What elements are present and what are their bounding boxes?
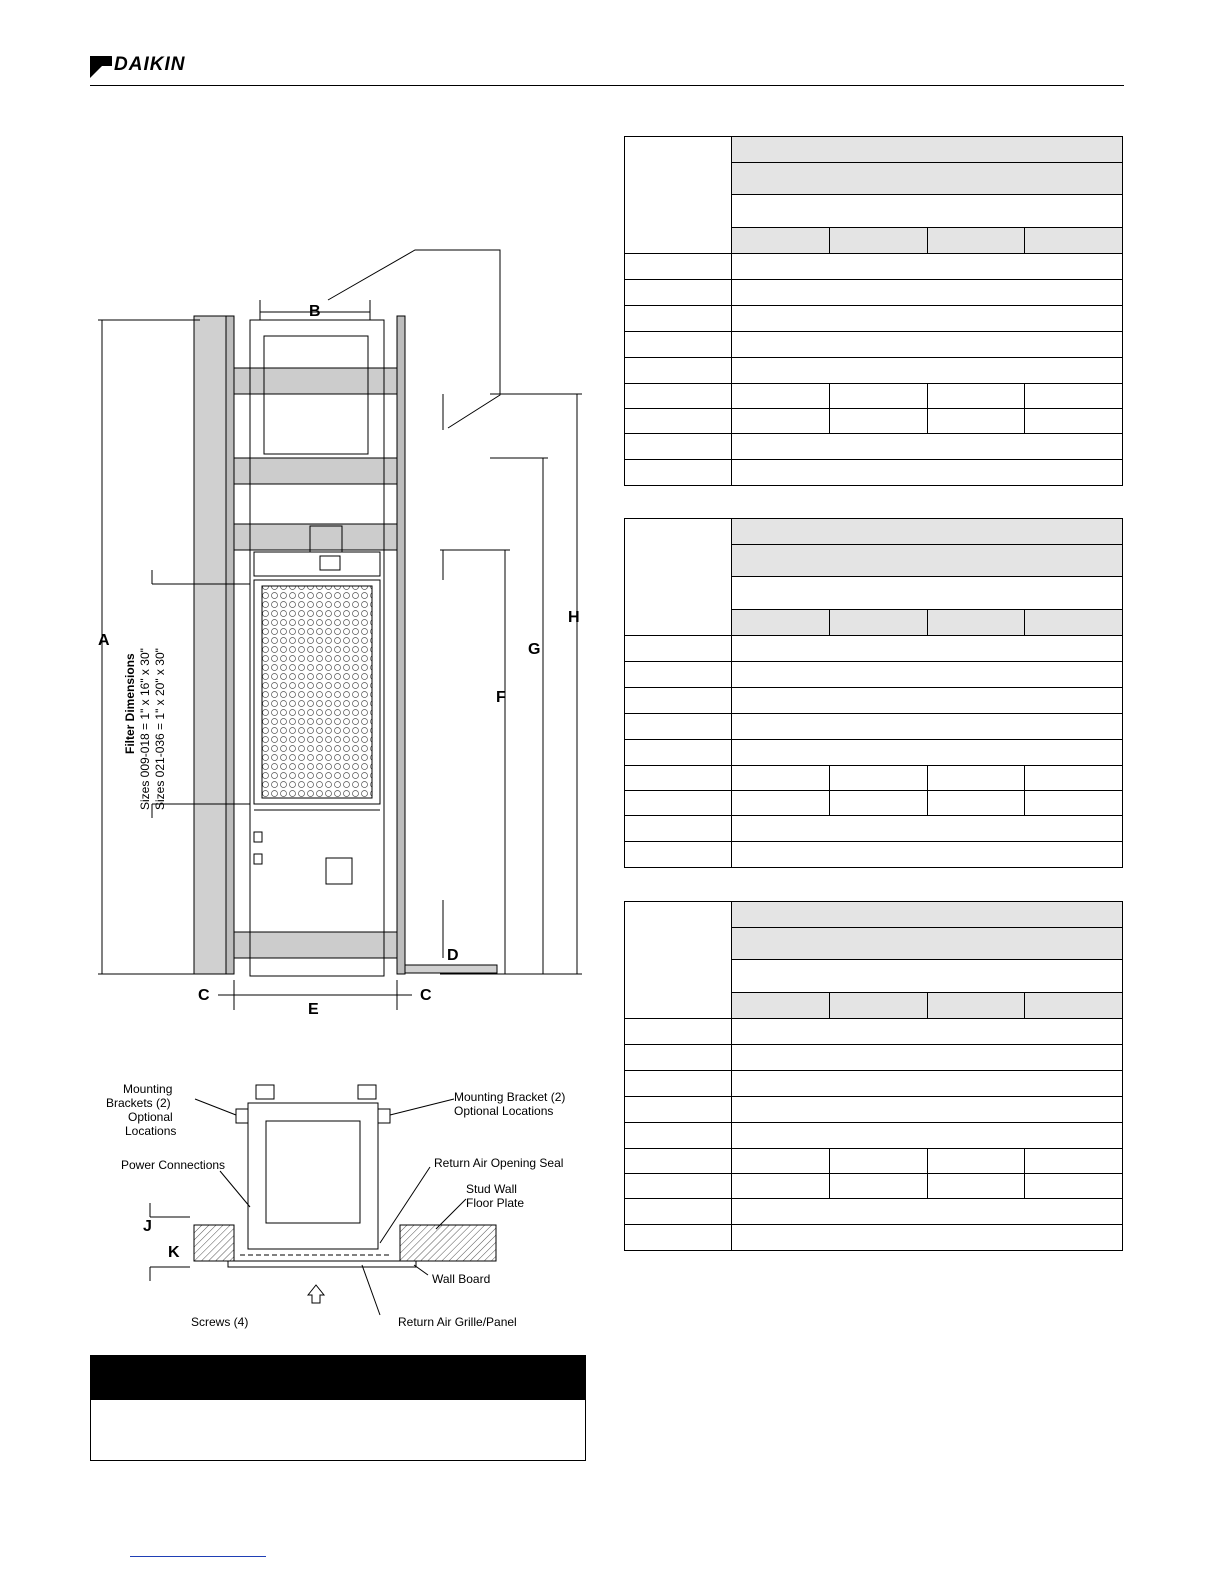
dim-label-c-right: C (420, 987, 432, 1004)
filter-dimensions-line-2: Sizes 021-036 = 1" x 20" x 30" (153, 648, 167, 810)
table-cell (1025, 766, 1123, 791)
table-cell (829, 384, 927, 409)
table-row-label (625, 1225, 732, 1251)
table-row-label (625, 766, 732, 791)
left-wall-board (226, 316, 234, 974)
table-cell (732, 384, 830, 409)
table-cell (732, 280, 1123, 306)
notice-box (90, 1355, 586, 1461)
table-header-row (732, 960, 1123, 993)
table-header-cell (829, 610, 927, 636)
power-connections-label: Power Connections (121, 1158, 226, 1172)
table-row-label (625, 1123, 732, 1149)
table-row-label (625, 358, 732, 384)
table-cell (732, 332, 1123, 358)
header-rule (90, 85, 1124, 86)
logo-text: DAIKIN (114, 54, 186, 75)
filter-dimensions-line-1: Sizes 009-018 = 1" x 16" x 30" (138, 648, 152, 810)
table-row-label (625, 1199, 732, 1225)
table-cell (732, 254, 1123, 280)
table-cell (732, 662, 1123, 688)
table-header-cell (732, 610, 830, 636)
table-row-label (625, 332, 732, 358)
table-header-row (732, 163, 1123, 195)
table-row-label (625, 1019, 732, 1045)
mounting-brackets-left-line-2: Brackets (2) (106, 1096, 171, 1110)
filter-dimensions-title: Filter Dimensions (123, 653, 137, 754)
table-row-label (625, 1149, 732, 1174)
table-header-row (732, 577, 1123, 610)
dim-label-a: A (98, 632, 110, 649)
table-row-label (625, 384, 732, 409)
unit-plan-drawing (90, 1075, 610, 1345)
right-wall-board (397, 316, 405, 974)
table-cell (732, 791, 830, 816)
table-cell (732, 1225, 1123, 1251)
dim-label-g: G (528, 641, 541, 658)
notice-header-bar (91, 1356, 585, 1400)
table-cell (1025, 409, 1123, 434)
table-cell (732, 1174, 830, 1199)
table-cell (927, 791, 1025, 816)
mounting-brackets-left-line-4: Locations (125, 1124, 177, 1138)
spec-table-1 (624, 136, 1123, 486)
table-cell (927, 766, 1025, 791)
dim-label-c-left: C (198, 987, 210, 1004)
table-cell (732, 766, 830, 791)
table-cell (927, 1174, 1025, 1199)
table-row-label (625, 1097, 732, 1123)
table-cell (829, 791, 927, 816)
table-row-label (625, 306, 732, 332)
dim-label-b: B (309, 303, 321, 320)
table-header-row (732, 519, 1123, 545)
table-row-label (625, 1174, 732, 1199)
dim-label-d: D (447, 947, 459, 964)
table-header-cell (829, 228, 927, 254)
stud-wall-line-2: Floor Plate (466, 1196, 525, 1210)
table-row-label (625, 662, 732, 688)
table-cell (732, 740, 1123, 766)
table-cell (732, 434, 1123, 460)
table-header-cell (1025, 228, 1123, 254)
mounting-brackets-left-line-3: Optional (128, 1110, 173, 1124)
table-header-cell (732, 993, 830, 1019)
table-cell (829, 1174, 927, 1199)
table-header-row (732, 195, 1123, 228)
table-row-label (625, 740, 732, 766)
table-header-cell (927, 610, 1025, 636)
table-header-cell (927, 993, 1025, 1019)
table-corner-cell (625, 137, 732, 254)
table-row-label (625, 434, 732, 460)
right-floor-plate (405, 965, 497, 973)
dim-label-k: K (168, 1244, 180, 1261)
table-cell (732, 409, 830, 434)
table-cell (1025, 791, 1123, 816)
table-cell (732, 842, 1123, 868)
wall-board-label: Wall Board (432, 1272, 491, 1286)
mounting-bracket-right-line-2: Optional Locations (454, 1104, 554, 1118)
footer-link[interactable] (130, 1556, 266, 1557)
table-cell (732, 1071, 1123, 1097)
dim-label-h: H (568, 609, 580, 626)
table-cell (732, 306, 1123, 332)
mounting-brackets-left-line-1: Mounting (123, 1082, 173, 1096)
spec-table-2 (624, 518, 1123, 868)
table-cell (732, 1123, 1123, 1149)
table-cell (732, 636, 1123, 662)
table-cell (829, 1149, 927, 1174)
table-cell (927, 384, 1025, 409)
table-cell (732, 688, 1123, 714)
table-row-label (625, 254, 732, 280)
table-cell (732, 1097, 1123, 1123)
table-header-cell (927, 228, 1025, 254)
table-row-label (625, 791, 732, 816)
table-cell (732, 1019, 1123, 1045)
dim-label-e: E (308, 1001, 319, 1018)
table-cell (732, 714, 1123, 740)
table-header-cell (732, 228, 830, 254)
table-cell (732, 358, 1123, 384)
table-row-label (625, 460, 732, 486)
table-row-label (625, 688, 732, 714)
table-cell (732, 816, 1123, 842)
table-row-label (625, 816, 732, 842)
table-header-row (732, 545, 1123, 577)
table-header-row (732, 902, 1123, 928)
screws-label: Screws (4) (191, 1315, 249, 1329)
table-cell (732, 1149, 830, 1174)
table-header-row (732, 137, 1123, 163)
table-cell (732, 460, 1123, 486)
unit-elevation-drawing (90, 240, 610, 1030)
table-cell (1025, 1174, 1123, 1199)
table-header-cell (1025, 610, 1123, 636)
table-cell (1025, 384, 1123, 409)
left-wall (194, 316, 226, 974)
table-header-cell (1025, 993, 1123, 1019)
table-row-label (625, 409, 732, 434)
dim-label-j: J (143, 1218, 152, 1235)
dim-label-f: F (496, 689, 506, 706)
daikin-logo-mark-icon (90, 52, 114, 80)
table-cell (732, 1045, 1123, 1071)
table-cell (829, 766, 927, 791)
return-air-seal-label: Return Air Opening Seal (434, 1156, 564, 1170)
table-header-cell (829, 993, 927, 1019)
table-row-label (625, 714, 732, 740)
spec-table-3 (624, 901, 1123, 1251)
table-row-label (625, 280, 732, 306)
table-corner-cell (625, 519, 732, 636)
stud-wall-line-1: Stud Wall (466, 1182, 517, 1196)
return-grille-label: Return Air Grille/Panel (398, 1315, 517, 1329)
mounting-bracket-right-line-1: Mounting Bracket (2) (454, 1090, 566, 1104)
daikin-logo (90, 52, 220, 82)
table-row-label (625, 1071, 732, 1097)
table-cell (927, 1149, 1025, 1174)
table-row-label (625, 1045, 732, 1071)
table-header-row (732, 928, 1123, 960)
table-cell (1025, 1149, 1123, 1174)
table-corner-cell (625, 902, 732, 1019)
table-cell (829, 409, 927, 434)
table-cell (732, 1199, 1123, 1225)
table-cell (927, 409, 1025, 434)
table-row-label (625, 636, 732, 662)
table-row-label (625, 842, 732, 868)
